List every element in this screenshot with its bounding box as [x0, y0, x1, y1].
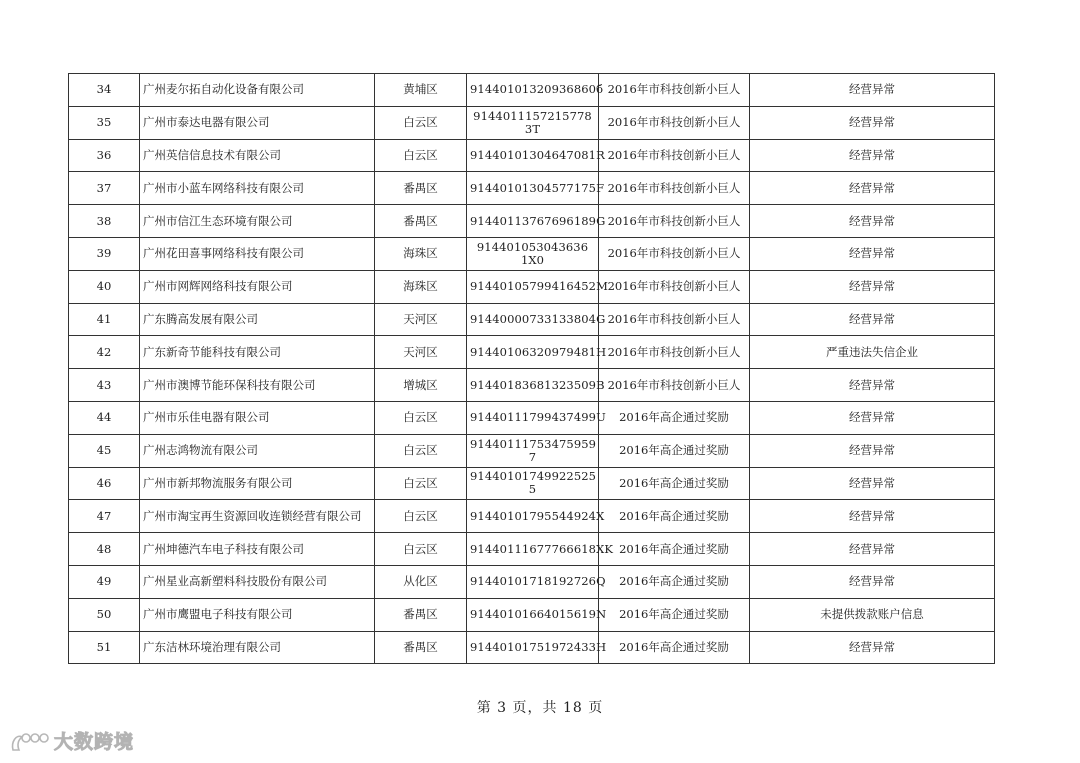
- row-number-cell: 36: [69, 139, 140, 172]
- company-table: [68, 73, 995, 664]
- reason-cell: 经营异常: [750, 565, 995, 598]
- credit-code-cell: 91440113767696189G: [467, 205, 599, 238]
- reason-cell: 经营异常: [750, 237, 995, 270]
- district-cell: 天河区: [375, 303, 467, 336]
- district-cell: 白云区: [375, 500, 467, 533]
- company-name-cell: 广东腾高发展有限公司: [140, 303, 375, 336]
- company-name-cell: 广东新奇节能科技有限公司: [140, 336, 375, 369]
- watermark-logo-icon: [10, 728, 50, 754]
- district-cell: 海珠区: [375, 237, 467, 270]
- district-cell: 番禺区: [375, 172, 467, 205]
- row-number-cell: 45: [69, 434, 140, 467]
- table-row: [69, 74, 995, 107]
- credit-code-cell: 91440111753475959​7: [467, 434, 599, 467]
- company-name-cell: 广东洁林环境治理有限公司: [140, 631, 375, 664]
- row-number-cell: 40: [69, 270, 140, 303]
- credit-code-cell: 91440101795544924X: [467, 500, 599, 533]
- district-cell: 增城区: [375, 369, 467, 402]
- project-name-cell: 2016年高企通过奖励: [599, 533, 750, 566]
- reason-cell: 经营异常: [750, 139, 995, 172]
- table-row: [69, 565, 995, 598]
- reason-cell: 经营异常: [750, 434, 995, 467]
- district-cell: 海珠区: [375, 270, 467, 303]
- district-cell: 番禺区: [375, 598, 467, 631]
- reason-cell: 经营异常: [750, 270, 995, 303]
- row-number-cell: 42: [69, 336, 140, 369]
- project-name-cell: 2016年高企通过奖励: [599, 631, 750, 664]
- reason-cell: 经营异常: [750, 74, 995, 107]
- company-name-cell: 广州市信江生态环境有限公司: [140, 205, 375, 238]
- project-name-cell: 2016年高企通过奖励: [599, 434, 750, 467]
- row-number-cell: 38: [69, 205, 140, 238]
- table-row: [69, 467, 995, 500]
- project-name-cell: 2016年市科技创新小巨人: [599, 74, 750, 107]
- district-cell: 白云区: [375, 139, 467, 172]
- credit-code-cell: 91440111677766618XK: [467, 533, 599, 566]
- credit-code-cell: 91440101751972433H: [467, 631, 599, 664]
- company-name-cell: 广州市澳博节能环保科技有限公司: [140, 369, 375, 402]
- credit-code-cell: 914401053043636​1X0: [467, 237, 599, 270]
- reason-cell: 经营异常: [750, 303, 995, 336]
- reason-cell: 严重违法失信企业: [750, 336, 995, 369]
- reason-cell: 经营异常: [750, 401, 995, 434]
- row-number-cell: 39: [69, 237, 140, 270]
- company-name-cell: 广州市泰达电器有限公司: [140, 106, 375, 139]
- row-number-cell: 44: [69, 401, 140, 434]
- reason-cell: 经营异常: [750, 631, 995, 664]
- credit-code-cell: 91440101718192726Q: [467, 565, 599, 598]
- project-name-cell: 2016年高企通过奖励: [599, 401, 750, 434]
- project-name-cell: 2016年市科技创新小巨人: [599, 270, 750, 303]
- row-number-cell: 48: [69, 533, 140, 566]
- credit-code-cell: 91440101304577175F: [467, 172, 599, 205]
- project-name-cell: 2016年高企通过奖励: [599, 467, 750, 500]
- reason-cell: 经营异常: [750, 369, 995, 402]
- row-number-cell: 35: [69, 106, 140, 139]
- project-name-cell: 2016年市科技创新小巨人: [599, 237, 750, 270]
- table-row: [69, 205, 995, 238]
- project-name-cell: 2016年市科技创新小巨人: [599, 139, 750, 172]
- watermark-text: 大数跨境: [54, 731, 135, 753]
- watermark: [10, 727, 134, 754]
- table-row: [69, 270, 995, 303]
- credit-code-cell: 91440101749922525​5: [467, 467, 599, 500]
- reason-cell: 经营异常: [750, 500, 995, 533]
- company-name-cell: 广州市鹰盟电子科技有限公司: [140, 598, 375, 631]
- company-name-cell: 广州麦尔拓自动化设备有限公司: [140, 74, 375, 107]
- row-number-cell: 47: [69, 500, 140, 533]
- page-number: 第 3 页，共 18 页: [476, 700, 604, 716]
- reason-cell: 经营异常: [750, 205, 995, 238]
- company-name-cell: 广州市乐佳电器有限公司: [140, 401, 375, 434]
- district-cell: 番禺区: [375, 631, 467, 664]
- credit-code-cell: 91440101320936860б: [467, 74, 599, 107]
- district-cell: 白云区: [375, 533, 467, 566]
- district-cell: 黄埔区: [375, 74, 467, 107]
- row-number-cell: 43: [69, 369, 140, 402]
- table-row: [69, 106, 995, 139]
- table-row: [69, 500, 995, 533]
- table-body: [69, 74, 995, 664]
- project-name-cell: 2016年高企通过奖励: [599, 598, 750, 631]
- company-name-cell: 广州市新邦物流服务有限公司: [140, 467, 375, 500]
- project-name-cell: 2016年市科技创新小巨人: [599, 336, 750, 369]
- table-row: [69, 598, 995, 631]
- table-row: [69, 401, 995, 434]
- district-cell: 白云区: [375, 434, 467, 467]
- company-name-cell: 广州坤德汽车电子科技有限公司: [140, 533, 375, 566]
- table-row: [69, 533, 995, 566]
- project-name-cell: 2016年市科技创新小巨人: [599, 205, 750, 238]
- district-cell: 天河区: [375, 336, 467, 369]
- company-name-cell: 广州市网辉网络科技有限公司: [140, 270, 375, 303]
- project-name-cell: 2016年市科技创新小巨人: [599, 303, 750, 336]
- reason-cell: 经营异常: [750, 467, 995, 500]
- project-name-cell: 2016年市科技创新小巨人: [599, 106, 750, 139]
- company-name-cell: 广州市小蓝车网络科技有限公司: [140, 172, 375, 205]
- credit-code-cell: 91440105799416452M: [467, 270, 599, 303]
- table-row: [69, 139, 995, 172]
- row-number-cell: 49: [69, 565, 140, 598]
- credit-code-cell: 91440101304647081R: [467, 139, 599, 172]
- district-cell: 白云区: [375, 467, 467, 500]
- table-row: [69, 369, 995, 402]
- credit-code-cell: 91440101664015619N: [467, 598, 599, 631]
- table-row: [69, 434, 995, 467]
- row-number-cell: 50: [69, 598, 140, 631]
- row-number-cell: 41: [69, 303, 140, 336]
- reason-cell: 经营异常: [750, 172, 995, 205]
- table-row: [69, 336, 995, 369]
- reason-cell: 经营异常: [750, 106, 995, 139]
- company-name-cell: 广州英信信息技术有限公司: [140, 139, 375, 172]
- credit-code-cell: 91440183681323509B: [467, 369, 599, 402]
- reason-cell: 经营异常: [750, 533, 995, 566]
- credit-code-cell: 91440111799437499U: [467, 401, 599, 434]
- row-number-cell: 34: [69, 74, 140, 107]
- table-row: [69, 303, 995, 336]
- company-name-cell: 广州市淘宝再生资源回收连锁经营有限公司: [140, 500, 375, 533]
- project-name-cell: 2016年市科技创新小巨人: [599, 172, 750, 205]
- district-cell: 从化区: [375, 565, 467, 598]
- row-number-cell: 37: [69, 172, 140, 205]
- district-cell: 番禺区: [375, 205, 467, 238]
- district-cell: 白云区: [375, 106, 467, 139]
- row-number-cell: 46: [69, 467, 140, 500]
- reason-cell: 未提供拨款账户信息: [750, 598, 995, 631]
- credit-code-cell: 91440000733133804G: [467, 303, 599, 336]
- credit-code-cell: 91440106320979481H: [467, 336, 599, 369]
- company-name-cell: 广州星业高新塑料科技股份有限公司: [140, 565, 375, 598]
- district-cell: 白云区: [375, 401, 467, 434]
- project-name-cell: 2016年高企通过奖励: [599, 565, 750, 598]
- credit-code-cell: 9144011157215778​3T: [467, 106, 599, 139]
- row-number-cell: 51: [69, 631, 140, 664]
- project-name-cell: 2016年高企通过奖励: [599, 500, 750, 533]
- table-row: [69, 237, 995, 270]
- company-name-cell: 广州志鸿物流有限公司: [140, 434, 375, 467]
- company-name-cell: 广州花田喜事网络科技有限公司: [140, 237, 375, 270]
- table-row: [69, 631, 995, 664]
- project-name-cell: 2016年市科技创新小巨人: [599, 369, 750, 402]
- table-row: [69, 172, 995, 205]
